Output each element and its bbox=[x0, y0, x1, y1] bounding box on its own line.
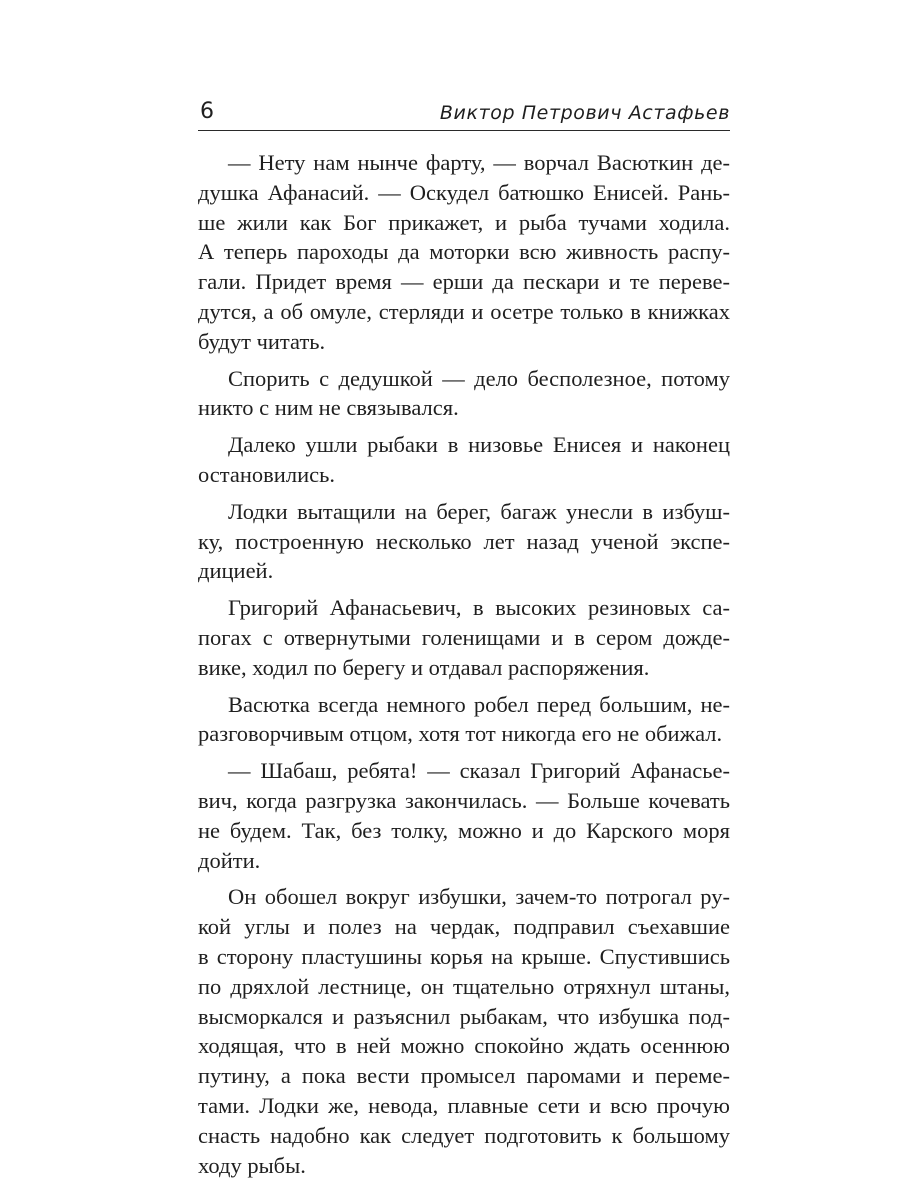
text-line: дицией. bbox=[198, 558, 274, 584]
text-line: по дряхлой лестнице, он тщательно отряхнул штаны, bbox=[198, 973, 730, 999]
text-line: кой углы и полез на чердак, подправил съехавшие bbox=[198, 914, 730, 940]
paragraph bbox=[198, 593, 730, 682]
running-header bbox=[198, 96, 730, 131]
page-number: 6 bbox=[200, 99, 214, 124]
text-line: снасть надобно как следует подготовить к большому bbox=[198, 1122, 730, 1148]
paragraph bbox=[198, 148, 730, 357]
text-line: гали. Придет время — ерши да пескари и те переве- bbox=[198, 269, 730, 295]
book-author: Виктор Петрович Астафьев bbox=[439, 102, 730, 124]
text-line: тами. Лодки же, невода, плавные сети и всю прочую bbox=[198, 1092, 730, 1118]
text-line: вич, когда разгрузка закончилась. — Больше кочевать bbox=[198, 787, 730, 813]
text-line: не будем. Так, без толку, можно и до Карского моря bbox=[198, 817, 730, 843]
text-line: Григорий Афанасьевич, в высоких резиновых са- bbox=[228, 595, 730, 621]
text-line: ходящая, что в ней можно спокойно ждать осеннюю bbox=[198, 1033, 730, 1059]
text-line: дойти. bbox=[198, 847, 261, 873]
paragraph bbox=[198, 756, 730, 875]
text-line: вике, ходил по берегу и отдавал распоряжения. bbox=[198, 654, 650, 680]
text-line: высморкался и разъяснил рыбакам, что избушка под- bbox=[198, 1003, 730, 1029]
text-line: дутся, а об омуле, стерляди и осетре только в книжках bbox=[198, 298, 730, 324]
text-line: Лодки вытащили на берег, багаж унесли в избуш- bbox=[228, 498, 730, 524]
text-line: Он обошел вокруг избушки, зачем-то потрогал ру- bbox=[228, 884, 730, 910]
paragraph bbox=[198, 690, 730, 750]
text-line: ходу рыбы. bbox=[198, 1152, 306, 1178]
text-line: Далеко ушли рыбаки в низовье Енисея и наконец bbox=[228, 432, 730, 458]
text-line: погах с отвернутыми голенищами и в сером дожде- bbox=[198, 624, 730, 650]
text-line: — Нету нам нынче фарту, — ворчал Васюткин де- bbox=[228, 150, 730, 175]
text-line: никто с ним не связывался. bbox=[198, 395, 459, 421]
text-line: путину, а пока вести промысел паромами и переме- bbox=[198, 1063, 730, 1089]
text-line: Спорить с дедушкой — дело бесполезное, потому bbox=[228, 365, 730, 391]
text-line: — Шабаш, ребята! — сказал Григорий Афанасье- bbox=[228, 758, 730, 784]
text-line: в сторону пластушины корья на крыше. Спустившись bbox=[198, 943, 730, 969]
paragraph bbox=[198, 497, 730, 586]
text-line: ку, построенную несколько лет назад ученой экспе- bbox=[198, 528, 730, 554]
text-line: будут читать. bbox=[198, 328, 326, 354]
paragraph bbox=[198, 882, 730, 1180]
text-line: разговорчивым отцом, хотя тот никогда его не обижал. bbox=[198, 721, 723, 747]
text-line: ше жили как Бог прикажет, и рыба тучами ходила. bbox=[198, 209, 730, 235]
text-line: остановились. bbox=[198, 461, 335, 487]
text-line: Васютка всегда немного робел перед большим, не- bbox=[228, 691, 730, 717]
paragraph bbox=[198, 430, 730, 490]
text-line: душка Афанасий. — Оскудел батюшко Енисей. Рань- bbox=[198, 179, 730, 205]
body-text bbox=[198, 148, 730, 1187]
paragraph bbox=[198, 364, 730, 424]
text-line: А теперь пароходы да моторки всю живность распу- bbox=[198, 239, 730, 265]
